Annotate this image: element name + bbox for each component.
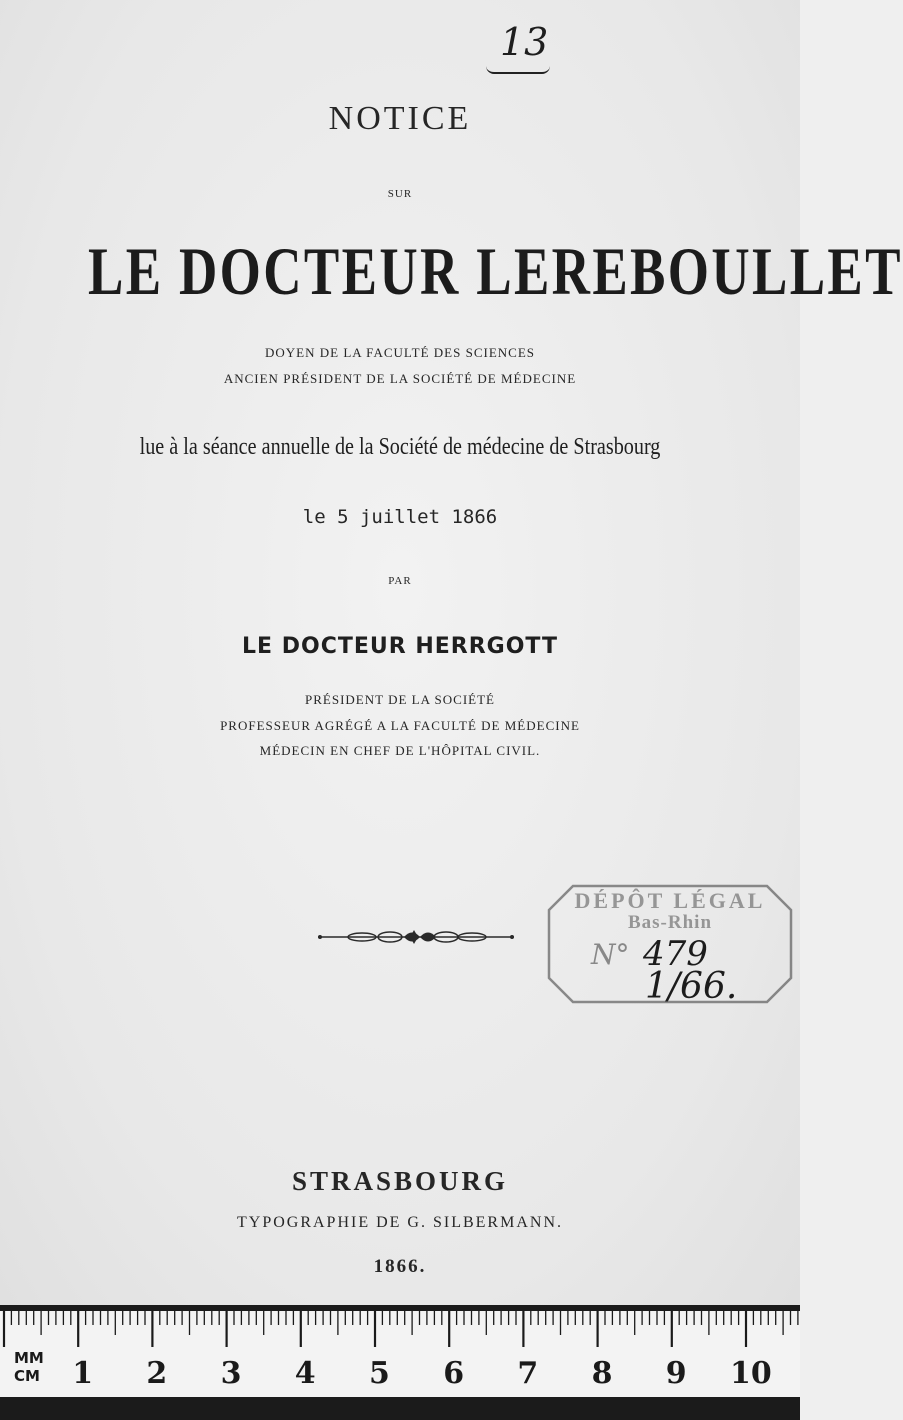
ruler-number-6: 6 bbox=[443, 1356, 465, 1391]
subject-title-dean: DOYEN DE LA FACULTÉ DES SCIENCES bbox=[265, 345, 535, 360]
imprint-printer: TYPOGRAPHIE DE G. SILBERMANN. bbox=[236, 1214, 563, 1231]
subject-title-former-president: ANCIEN PRÉSIDENT DE LA SOCIÉTÉ DE MÉDECINE bbox=[223, 371, 577, 386]
ruler-number-3: 3 bbox=[220, 1356, 242, 1391]
connector-sur: SUR bbox=[387, 188, 413, 200]
ruler-number-5: 5 bbox=[369, 1356, 390, 1391]
ruler-number-8: 8 bbox=[591, 1356, 613, 1391]
stamp-department: Bas-Rhin bbox=[627, 912, 713, 933]
author-title-professor: PROFESSEUR AGRÉGÉ A LA FACULTÉ DE MÉDECINE bbox=[220, 718, 580, 733]
stamp-number-prefix: N° bbox=[591, 938, 630, 971]
stamp-handwritten-year: 1/66. bbox=[645, 966, 738, 1007]
handwritten-underline bbox=[486, 66, 550, 74]
ruler-unit-mm: MM bbox=[14, 1349, 44, 1367]
ruler-number-7: 7 bbox=[517, 1356, 539, 1391]
imprint-city: STRASBOURG bbox=[291, 1166, 509, 1196]
ruler-face bbox=[0, 1311, 800, 1397]
author-name: LE DOCTEUR HERRGOTT bbox=[242, 634, 558, 659]
imprint-year: 1866. bbox=[373, 1256, 427, 1277]
ruler-number-1: 1 bbox=[72, 1356, 94, 1391]
ruler-number-2: 2 bbox=[146, 1356, 168, 1391]
measurement-ruler bbox=[0, 1305, 800, 1420]
ruler-ticks bbox=[4, 1311, 798, 1347]
connector-par: PAR bbox=[388, 575, 412, 587]
decorative-ornament bbox=[316, 926, 516, 948]
author-title-president: PRÉSIDENT DE LA SOCIÉTÉ bbox=[305, 692, 495, 707]
date-line: le 5 juillet 1866 bbox=[302, 506, 498, 528]
occasion-line: lue à la séance annuelle de la Société de médecine de Strasbourg bbox=[139, 434, 661, 460]
author-title-chief-physician: MÉDECIN EN CHEF DE L'HÔPITAL CIVIL. bbox=[259, 743, 541, 758]
ruler-number-9: 9 bbox=[665, 1356, 687, 1391]
ruler-scale bbox=[0, 1311, 800, 1397]
stamp-heading: DÉPÔT LÉGAL bbox=[574, 888, 766, 913]
ruler-unit-cm: CM bbox=[14, 1367, 40, 1385]
subject-name: LE DOCTEUR LEREBOULLET bbox=[88, 233, 903, 309]
ruler-number-10: 10 bbox=[730, 1356, 772, 1391]
legal-deposit-stamp bbox=[545, 882, 795, 1006]
handwritten-shelf-number: 13 bbox=[500, 20, 549, 64]
document-title: NOTICE bbox=[328, 100, 472, 137]
ruler-numbers bbox=[72, 1356, 772, 1391]
stamp-handwritten-number: 479 bbox=[643, 934, 708, 974]
ruler-number-4: 4 bbox=[294, 1356, 316, 1391]
